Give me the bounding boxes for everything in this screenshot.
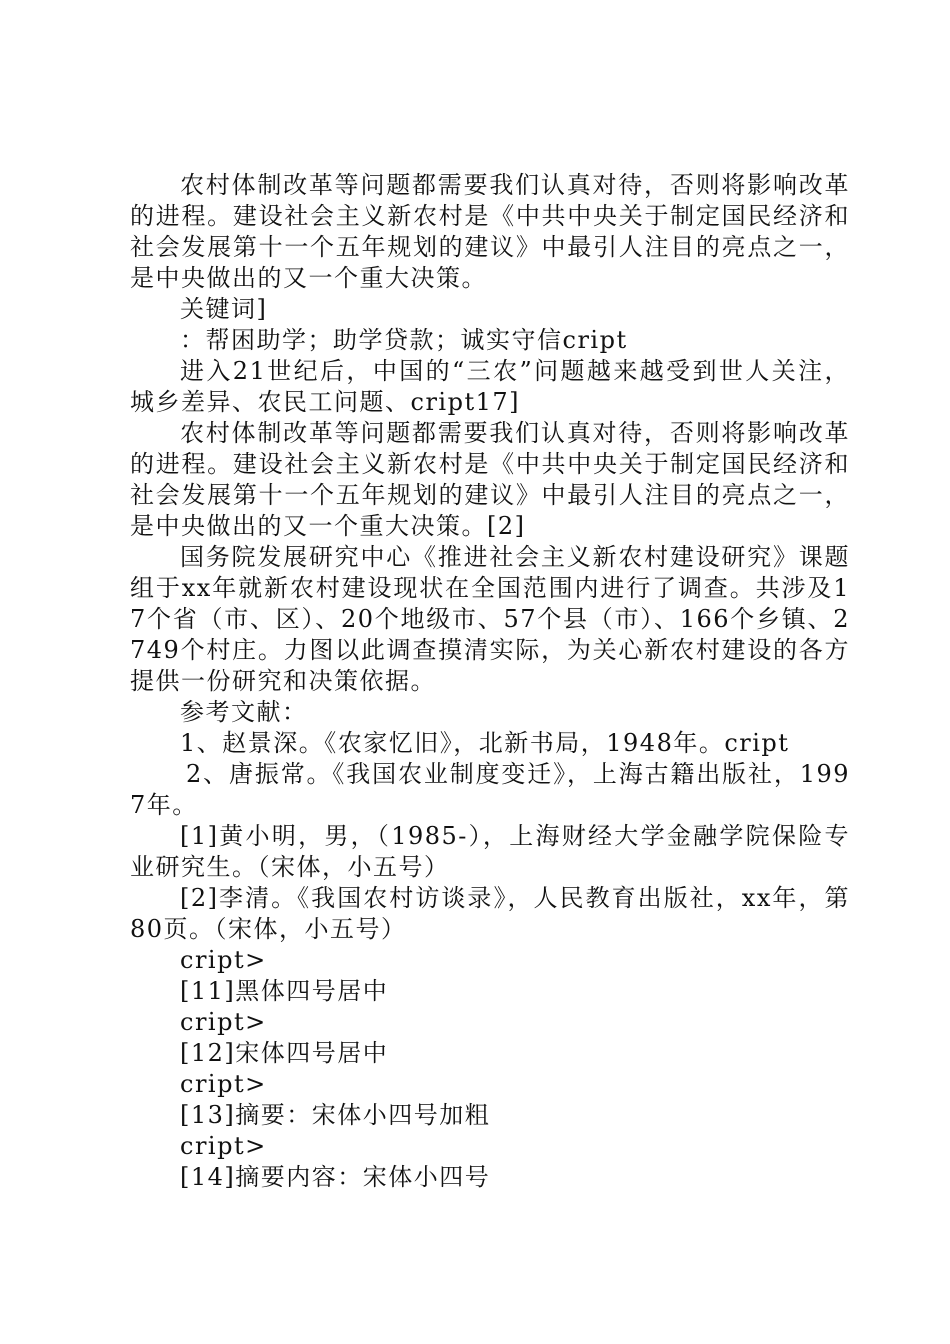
keywords-heading: 关键词] bbox=[180, 295, 268, 323]
references-heading: 参考文献： bbox=[180, 698, 308, 726]
script-fragment: cript> bbox=[180, 1070, 267, 1098]
footnote-1: [1]黄小明，男，（1985-），上海财经大学金融学院保险专业研究生。（宋体，小五号） bbox=[130, 822, 850, 881]
script-fragment: cript> bbox=[180, 946, 267, 974]
format-note-13: [13]摘要：宋体小四号加粗 bbox=[180, 1101, 491, 1129]
paragraph-intro: 农村体制改革等问题都需要我们认真对待，否则将影响改革的进程。建设社会主义新农村是《中共中央关于制定国民经济和社会发展第十一个五年规划的建议》中最引人注目的亮点之一，是中央做出的又一个重大决策。 bbox=[130, 171, 850, 292]
paragraph-survey: 国务院发展研究中心《推进社会主义新农村建设研究》课题组于xx年就新农村建设现状在全国范围内进行了调查。共涉及17个省（市、区）、20个地级市、57个县（市）、166个乡镇、2749个村庄。力图以此调查摸清实际，为关心新农村建设的各方提供一份研究和决策依据。 bbox=[130, 543, 850, 695]
footnote-2: [2]李清。《我国农村访谈录》，人民教育出版社，xx年，第80页。（宋体，小五号） bbox=[130, 884, 850, 943]
keywords-content: ：帮困助学；助学贷款；诚实守信cript bbox=[180, 326, 628, 354]
reference-item-1: 1、赵景深。《农家忆旧》，北新书局，1948年。cript bbox=[180, 729, 790, 757]
format-note-11: [11]黑体四号居中 bbox=[180, 977, 389, 1005]
paragraph-rural-reform: 农村体制改革等问题都需要我们认真对待，否则将影响改革的进程。建设社会主义新农村是《中共中央关于制定国民经济和社会发展第十一个五年规划的建议》中最引人注目的亮点之一，是中央做出的又一个重大决策。[2] bbox=[130, 419, 850, 540]
paragraph-21st-century: 进入21世纪后，中国的“三农”问题越来越受到世人关注，城乡差异、农民工问题、cript17] bbox=[130, 357, 850, 416]
reference-item-2: 2、唐振常。《我国农业制度变迁》，上海古籍出版社，1997年。 bbox=[130, 760, 850, 819]
script-fragment: cript> bbox=[180, 1132, 267, 1160]
format-note-12: [12]宋体四号居中 bbox=[180, 1039, 389, 1067]
script-fragment: cript> bbox=[180, 1008, 267, 1036]
format-note-14: [14]摘要内容：宋体小四号 bbox=[180, 1163, 491, 1191]
document-body bbox=[130, 170, 850, 1193]
